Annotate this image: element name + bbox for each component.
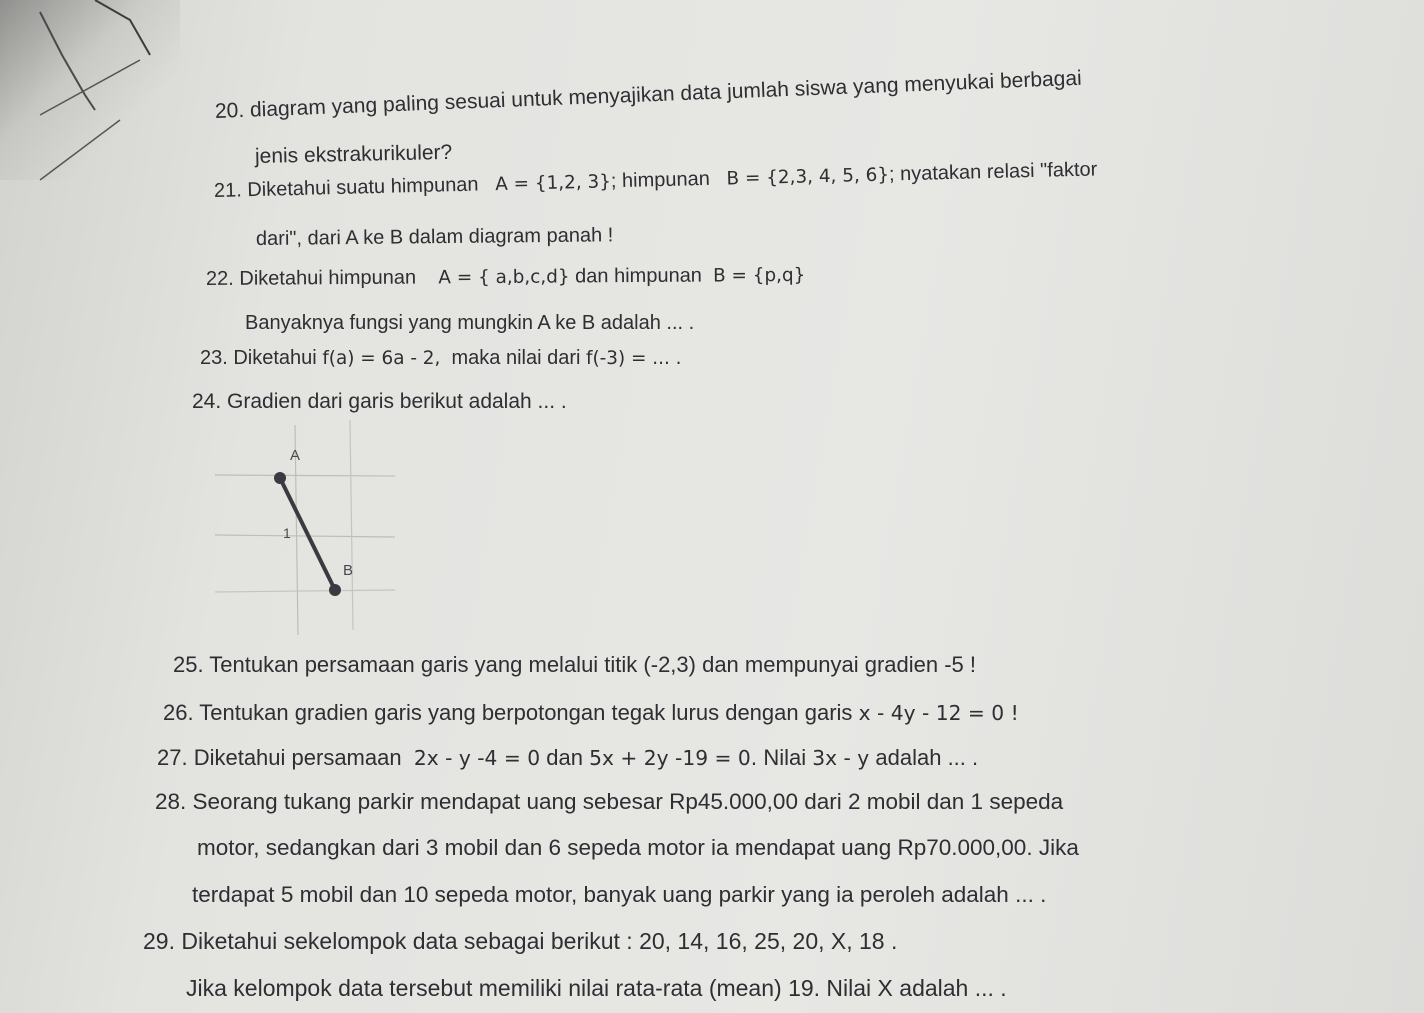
question-22-mid: dan himpunan — [575, 264, 702, 288]
question-27-mid: dan — [546, 745, 583, 770]
page-corner-fold — [0, 0, 200, 190]
equation-2: 5x + 2y -19 = 0. — [589, 746, 758, 770]
question-29-line-2: Jika kelompok data tersebut memiliki nilai rata-rata (mean) 19. Nilai X adalah ... . — [186, 975, 1007, 1001]
question-26-prefix: 26. Tentukan gradien garis yang berpotongan tegak lurus dengan garis — [163, 700, 853, 725]
question-28-line-3: terdapat 5 mobil dan 10 sepeda motor, banyak uang parkir yang ia peroleh adalah ... . — [192, 882, 1047, 907]
question-23-mid: maka nilai dari — [451, 347, 581, 369]
question-27-line-1 — [157, 745, 978, 771]
question-23-line-1 — [200, 347, 682, 370]
set-a-definition: A = { a,b,c,d} — [438, 266, 570, 289]
question-21-prefix: 21. Diketahui suatu himpunan — [213, 173, 479, 202]
question-20-line-2: jenis ekstrakurikuler? — [254, 140, 453, 168]
question-28-line-2: motor, sedangkan dari 3 mobil dan 6 sepeda motor ia mendapat uang Rp70.000,00. Jika — [197, 835, 1079, 860]
function-definition: f(a) = 6a - 2, — [322, 348, 441, 369]
question-22-prefix: 22. Diketahui himpunan — [205, 266, 417, 290]
point-b-marker — [329, 584, 341, 596]
question-27-suffix: adalah ... . — [875, 745, 979, 770]
point-a-label: A — [290, 447, 301, 464]
point-a-marker — [274, 472, 286, 484]
set-b-definition: B = {2,3, 4, 5, 6} — [726, 164, 890, 190]
target-expression: 3x - y — [812, 746, 870, 770]
unit-label: 1 — [283, 525, 291, 541]
question-22-line-1 — [206, 264, 806, 291]
question-20-line-1: 20. diagram yang paling sesuai untuk menyajikan data jumlah siswa yang menyukai berbagai — [214, 66, 1083, 123]
function-expression: f(-3) = ... . — [586, 348, 682, 369]
question-21-suffix: ; nyatakan relasi "faktor — [888, 158, 1098, 186]
question-21-mid: ; himpunan — [610, 167, 711, 193]
question-23-prefix: 23. Diketahui — [200, 347, 317, 369]
question-27-mid2: Nilai — [763, 745, 807, 770]
set-a-definition: A = {1,2, 3} — [494, 171, 612, 196]
question-27-prefix: 27. Diketahui persamaan — [157, 745, 402, 770]
question-24-line-1: 24. Gradien dari garis berikut adalah ... . — [192, 390, 567, 413]
point-b-label: B — [343, 562, 354, 579]
question-28-line-1: 28. Seorang tukang parkir mendapat uang sebesar Rp45.000,00 dari 2 mobil dan 1 sepeda — [155, 789, 1064, 814]
question-21-line-2: dari", dari A ke B dalam diagram panah ! — [255, 224, 614, 250]
line-graph-figure — [205, 420, 405, 640]
question-25-line-1: 25. Tentukan persamaan garis yang melalui titik (-2,3) dan mempunyai gradien -5 ! — [173, 652, 977, 677]
set-b-definition: B = {p,q} — [712, 264, 806, 287]
question-29-line-1: 29. Diketahui sekelompok data sebagai berikut : 20, 14, 16, 25, 20, X, 18 . — [143, 928, 898, 954]
equation-1: 2x - y -4 = 0 — [413, 746, 541, 770]
line-equation: x - 4y - 12 = 0 ! — [858, 701, 1019, 725]
question-26-line-1 — [163, 700, 1019, 726]
question-22-line-2: Banyaknya fungsi yang mungkin A ke B adalah ... . — [245, 312, 695, 334]
